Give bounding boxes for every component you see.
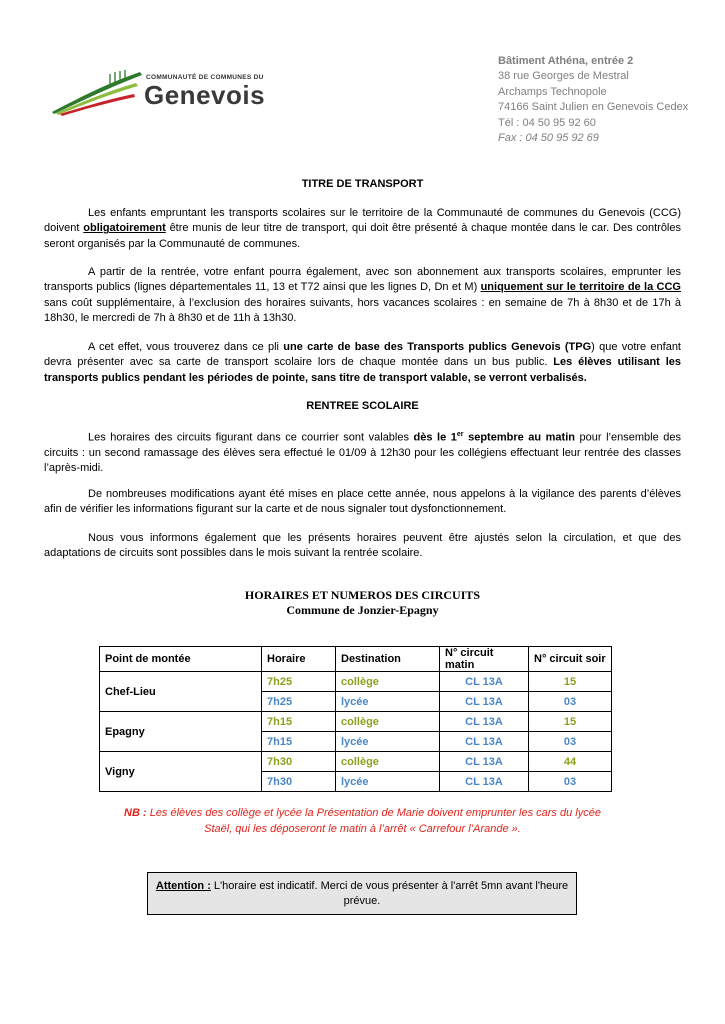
stop-name: Chef-Lieu [100,672,262,712]
time-cell: 7h15 [262,732,336,752]
destination-cell: collège [336,752,440,772]
time-cell: 7h30 [262,772,336,792]
section-title-rentree: RENTREE SCOLAIRE [306,400,419,412]
attention-box [147,872,577,915]
address-street: 38 rue Georges de Mestral [498,70,629,83]
nb-note [0,805,725,837]
destination-cell: collège [336,712,440,732]
table-row [100,752,612,772]
nb-label: NB : [124,807,147,819]
evening-circuit-cell: 15 [529,712,612,732]
morning-circuit-cell: CL 13A [440,672,529,692]
ccg-logo [50,70,265,120]
paragraph-transport-1: Les enfants empruntant les transports scolaires sur le territoire de la Communauté de communes du Genevois (CCG) doivent obligatoirement être munis de leur titre de transport, qui doit être présenté à chaque montée dans le car. Des contrôles seront organisés par la Communauté de communes. [44,207,681,250]
evening-circuit-cell: 44 [529,752,612,772]
schedule-table [99,646,612,792]
paragraph-rentree-1: Les horaires des circuits figurant dans ce courrier sont valables dès le 1er septembre au matin pour l’ensemble des circuits : un second ramassage des élèves sera effectué le 01/09 à 12h30 pour les collégiens effectuant leur rentrée des classes l’après-midi. [44,431,681,475]
col-header-evening: N° circuit soir [529,647,612,672]
nb-line-2: Staël, qui les déposeront le matin à l’arrêt « Carrefour l’Arande ». [204,823,521,835]
col-header-morning: N° circuit matin [440,647,529,672]
address-city: 74166 Saint Julien en Genevois Cedex [498,101,689,114]
schedule-subtitle: Commune de Jonzier-Epagny [286,603,439,617]
paragraph-transport-3: A cet effet, vous trouverez dans ce pli une carte de base des Transports publics Genevois (TPG) que votre enfant devra présenter avec sa carte de transport scolaire lors de chaque montée dans un bus public. Les élèves utilisant les transports publics pendant les périodes de pointe, sans titre de transport valable, se verront verbalisés. [44,341,681,384]
nb-line-1: Les élèves des collège et lycée la Présentation de Marie doivent emprunter les cars du lycée [146,807,601,819]
stop-name: Epagny [100,712,262,752]
morning-circuit-cell: CL 13A [440,692,529,712]
destination-cell: lycée [336,692,440,712]
destination-cell: lycée [336,772,440,792]
address-place: Archamps Technopole [498,85,607,98]
morning-circuit-cell: CL 13A [440,772,529,792]
time-cell: 7h15 [262,712,336,732]
col-header-time: Horaire [262,647,336,672]
evening-circuit-cell: 03 [529,772,612,792]
time-cell: 7h30 [262,752,336,772]
attention-text: L'horaire est indicatif. Merci de vous présenter à l'arrêt 5mn avant l'heure prévue. [210,880,569,907]
evening-circuit-cell: 03 [529,732,612,752]
morning-circuit-cell: CL 13A [440,752,529,772]
logo-subtitle: COMMUNAUTÉ DE COMMUNES DU [146,74,264,81]
morning-circuit-cell: CL 13A [440,732,529,752]
address-block [498,54,688,146]
section-title-transport: TITRE DE TRANSPORT [301,178,424,190]
evening-circuit-cell: 03 [529,692,612,712]
paragraph-transport-2: A partir de la rentrée, votre enfant pourra également, avec son abonnement aux transports scolaires, emprunter les transports publics (lignes départementales 11, 13 et T72 ainsi que les lignes D, Dn et M) uniquement sur le territoire de la CCG sans coût supplémentaire, à l’exclusion des horaires suivants, hors vacances scolaires : en semaine de 7h à 8h30 et de 17h à 18h30, le mercredi de 7h à 8h30 et de 11h à 13h30. [44,266,681,324]
paragraph-rentree-2: De nombreuses modifications ayant été mises en place cette année, nous appelons à la vigilance des parents d’élèves afin de vérifier les informations figurant sur la carte et de nous signaler tout dysfonctionnement. [44,488,681,516]
destination-cell: lycée [336,732,440,752]
time-cell: 7h25 [262,692,336,712]
table-row [100,672,612,692]
stop-name: Vigny [100,752,262,792]
col-header-stop: Point de montée [100,647,262,672]
attention-label: Attention : [155,880,211,892]
logo-name: Genevois [144,80,266,110]
morning-circuit-cell: CL 13A [440,712,529,732]
col-header-destination: Destination [336,647,440,672]
time-cell: 7h25 [262,672,336,692]
destination-cell: collège [336,672,440,692]
address-fax: Fax : 04 50 95 92 69 [498,132,599,145]
logo-swoosh-icon [50,70,145,116]
address-building: Bâtiment Athéna, entrée 2 [498,55,634,67]
evening-circuit-cell: 15 [529,672,612,692]
paragraph-rentree-3: Nous vous informons également que les présents horaires peuvent être ajustés selon la circulation, et que des adaptations de circuits sont possibles dans le mois suivant la rentrée scolaire. [44,532,681,560]
schedule-title: HORAIRES ET NUMEROS DES CIRCUITS [244,588,481,602]
address-tel: Tél : 04 50 95 92 60 [498,116,596,129]
table-row [100,712,612,732]
table-header-row [100,647,612,672]
